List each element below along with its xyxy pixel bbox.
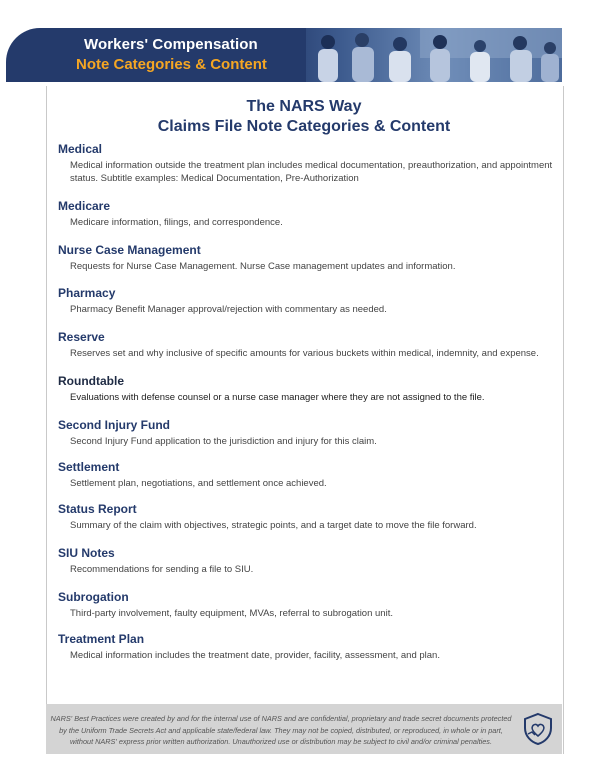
category-heading: Nurse Case Management — [58, 243, 201, 257]
doc-title: The NARS Way — [246, 98, 362, 115]
category-description: Medical information outside the treatment plan includes medical documentation, preauthorization, and appointment status. Subtitle examples: Medical Documentation, Pre-Authorization — [70, 160, 553, 184]
category-medicare — [58, 199, 562, 229]
banner-photo-image — [270, 28, 562, 82]
footer-line: without NARS' express prior written authorization. Unauthorized use or distribution may be subject to civil and/or criminal penalties. — [70, 737, 492, 746]
banner-photo-medical-staff — [270, 28, 562, 82]
category-heading: SIU Notes — [58, 546, 115, 560]
category-description: Settlement plan, negotiations, and settlement once achieved. — [70, 478, 327, 489]
category-roundtable — [58, 374, 562, 404]
category-description: Evaluations with defense counsel or a nurse case manager where they are not assigned to the file. — [70, 392, 485, 403]
shield-heart-icon — [522, 712, 554, 746]
category-description: Second Injury Fund application to the jurisdiction and injury for this claim. — [70, 436, 377, 447]
category-description: Pharmacy Benefit Manager approval/rejection with commentary as needed. — [70, 304, 387, 315]
category-description: Reserves set and why inclusive of specific amounts for various buckets within medical, indemnity, and expense. — [70, 348, 539, 359]
footer-line: NARS' Best Practices were created by and for the internal use of NARS and are confidential, proprietary and trade secret documents protected — [50, 714, 512, 723]
category-heading: Second Injury Fund — [58, 418, 171, 432]
category-description: Summary of the claim with objectives, strategic points, and a target date to move the file forward. — [70, 520, 477, 531]
banner-title: Workers' Compensation — [84, 36, 258, 53]
footer-disclaimer — [46, 713, 516, 748]
category-subrogation — [58, 590, 562, 620]
footer-line: by the Uniform Trade Secrets Act and applicable state/federal law. They may not be copied, distributed, or reproduced, in whole or in part, — [59, 725, 503, 735]
category-description: Medical information includes the treatment date, provider, facility, assessment, and plan. — [70, 650, 440, 661]
category-nurse-case-management — [58, 243, 562, 273]
confidentiality-footer — [46, 704, 562, 754]
category-treatment-plan — [58, 632, 562, 662]
category-siu-notes — [58, 546, 562, 576]
category-description: Medicare information, filings, and correspondence. — [70, 217, 283, 228]
category-heading: Settlement — [58, 460, 120, 474]
banner-subtitle: Note Categories & Content — [76, 56, 267, 73]
category-heading: Reserve — [58, 330, 105, 344]
category-pharmacy — [58, 286, 562, 316]
category-second-injury-fund — [58, 418, 562, 448]
category-description: Requests for Nurse Case Management. Nurse Case management updates and information. — [70, 261, 456, 272]
category-settlement — [58, 460, 562, 490]
category-medical — [58, 142, 562, 185]
category-heading: Medical — [58, 142, 103, 156]
doc-subtitle: Claims File Note Categories & Content — [157, 118, 451, 135]
category-heading: Medicare — [58, 199, 111, 213]
category-reserve — [58, 330, 562, 360]
category-heading: Treatment Plan — [58, 632, 145, 646]
category-heading: Pharmacy — [58, 286, 116, 300]
category-description: Third-party involvement, faulty equipment, MVAs, referral to subrogation unit. — [70, 608, 393, 619]
category-heading: Subrogation — [58, 590, 129, 604]
category-heading: Status Report — [58, 502, 137, 516]
category-heading: Roundtable — [58, 374, 124, 388]
header-banner — [0, 0, 600, 90]
category-status-report — [58, 502, 562, 532]
category-description: Recommendations for sending a file to SIU. — [70, 564, 254, 575]
